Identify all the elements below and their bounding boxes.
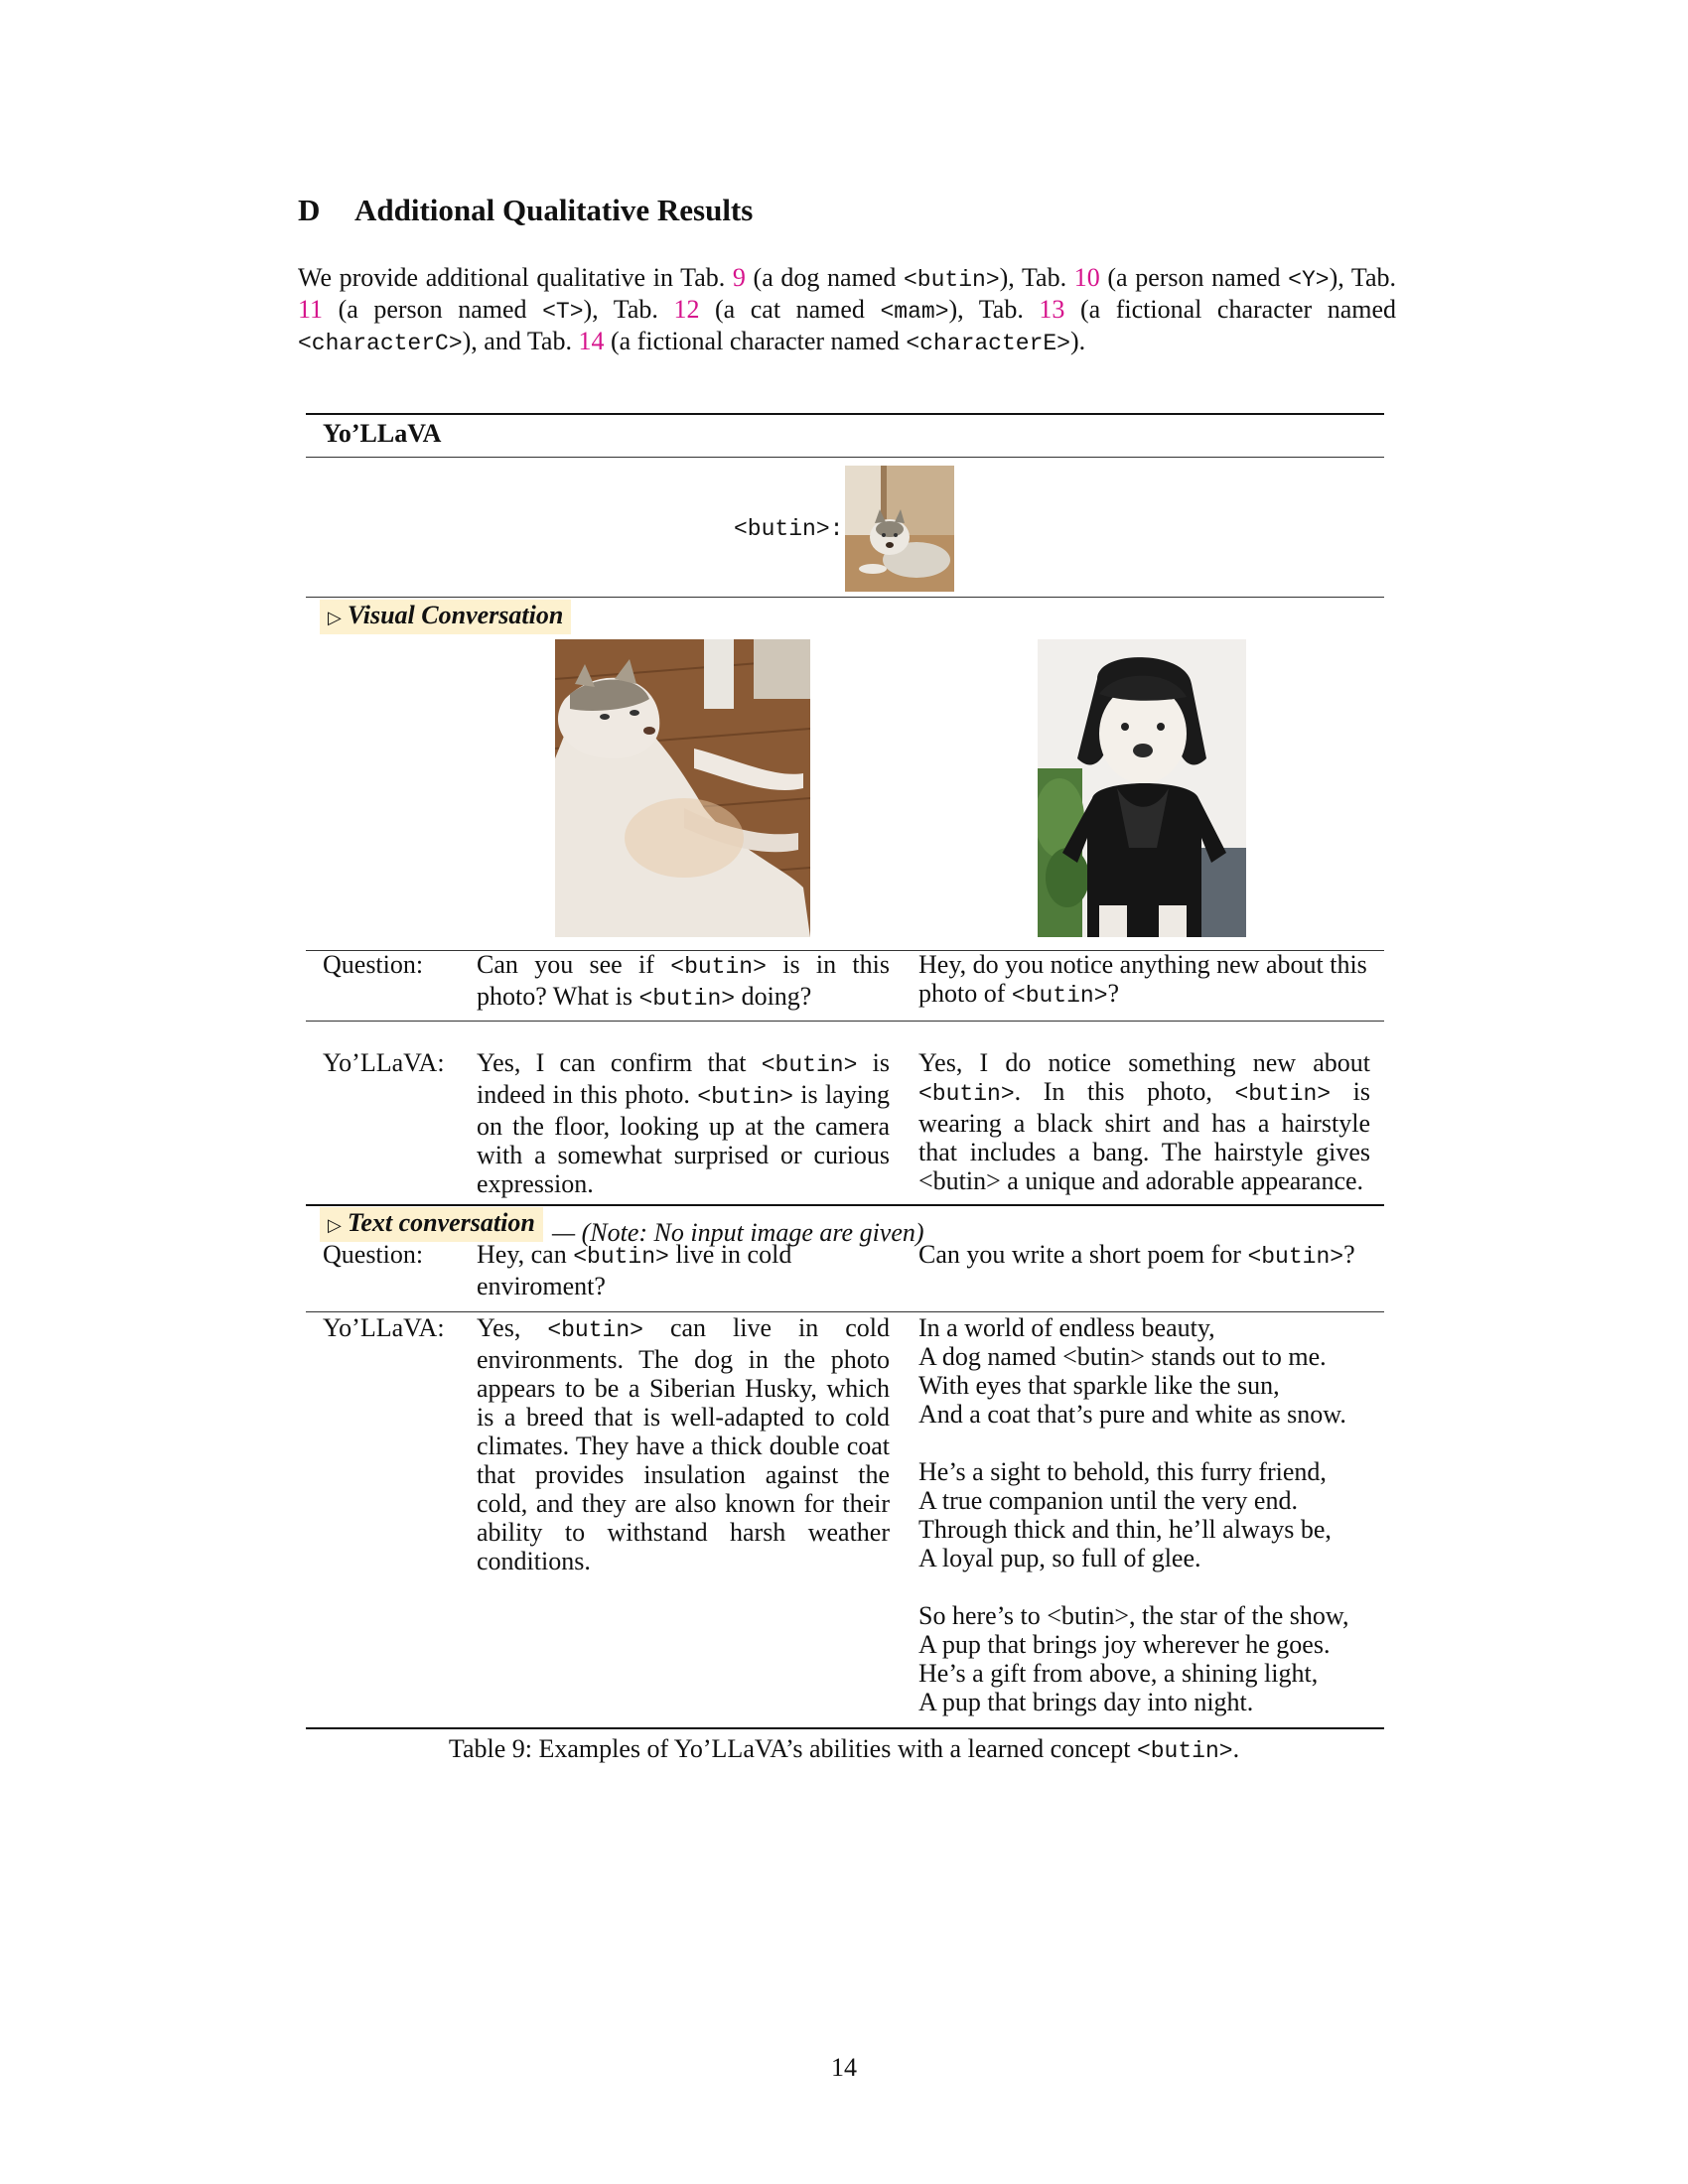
visual-answer-1: Yes, I can confirm that <butin> is indeed in this photo. <butin> is laying on the floor, looking up at the camera with a somewhat surprised or curious expression.: [477, 1048, 890, 1198]
table-ref-link[interactable]: 12: [673, 295, 700, 324]
table-rule: [306, 457, 1384, 458]
section-title: Additional Qualitative Results: [354, 193, 754, 227]
table-ref-link[interactable]: 11: [298, 295, 324, 324]
intro-paragraph: We provide additional qualitative in Tab. 9 (a dog named <butin>), Tab. 10 (a person named <Y>), Tab. 11 (a person named <T>), Tab. 12 (a cat named <mam>), Tab. 13 (a fictional character named <characterC>), and Tab. 14 (a fictional character named <characterE>).: [298, 263, 1397, 356]
photo-husky-wearing-wig-and-shirt: [1038, 639, 1246, 937]
visual-question-1: Can you see if <butin> is in this photo? What is <butin> doing?: [477, 950, 890, 1012]
visual-conversation-header: ▷ Visual Conversation: [320, 600, 571, 634]
visual-answer-2: Yes, I do notice something new about <butin>. In this photo, <butin> is wearing a black shirt and has a hairstyle that includes a bang. The hairstyle gives <butin> a unique and adorable appearance.: [918, 1048, 1370, 1195]
table-mid-rule: [306, 1204, 1384, 1206]
table-ref-link[interactable]: 9: [732, 263, 746, 292]
table-ref-link[interactable]: 14: [578, 327, 605, 355]
text-answer-label: Yo’LLaVA:: [323, 1313, 445, 1342]
text-conversation-header: ▷ Text conversation: [320, 1207, 543, 1242]
table-caption: Table 9: Examples of Yo’LLaVA’s abilities with a learned concept <butin>.: [448, 1734, 1240, 1764]
triangle-right-icon: ▷: [328, 1215, 342, 1235]
table-top-rule: [306, 413, 1384, 415]
table-title: Yo’LLaVA: [323, 419, 442, 448]
table-ref-link[interactable]: 13: [1039, 295, 1065, 324]
visual-answer-label: Yo’LLaVA:: [323, 1048, 445, 1077]
text-question-2: Can you write a short poem for <butin>?: [918, 1240, 1355, 1270]
photo-husky-lying-on-floor: [555, 639, 810, 937]
visual-question-2: Hey, do you notice anything new about this photo of <butin>?: [918, 950, 1367, 1009]
table-bottom-rule: [306, 1727, 1384, 1729]
concept-label: <butin>:: [734, 516, 844, 542]
text-question-1: Hey, can <butin> live in cold enviroment?: [477, 1240, 792, 1300]
text-answer-1: Yes, <butin> can live in cold environments. The dog in the photo appears to be a Siberian Husky, which is a breed that is well-adapted to cold climates. They have a thick double coat that provides insulation against the cold, and they are also known for their ability to withstand harsh weather conditions.: [477, 1313, 890, 1575]
table-rule: [306, 1021, 1384, 1022]
section-heading: [298, 193, 753, 228]
concept-dog-image: [845, 466, 954, 592]
table-ref-link[interactable]: 10: [1073, 263, 1100, 292]
triangle-right-icon: ▷: [328, 608, 342, 627]
visual-question-label: Question:: [323, 950, 424, 979]
text-conversation-note: — (Note: No input image are given): [552, 1218, 924, 1247]
table-rule: [306, 1311, 1384, 1312]
table-rule: [306, 597, 1384, 598]
text-question-label: Question:: [323, 1240, 424, 1269]
text-answer-2-poem: In a world of endless beauty, A dog named <butin> stands out to me. With eyes that sparkle like the sun, And a coat that’s pure and white as snow. He’s a sight to behold, this furry friend, A true companion until the very end. Through thick and thin, he’ll always be, A loyal pup, so full of glee. So here’s to <butin>, the star of the show, A pup that brings joy wherever he goes. He’s a gift from above, a shining light, A pup that brings day into night.: [918, 1313, 1349, 1716]
section-number: D: [298, 193, 321, 227]
page-number: 14: [831, 2053, 857, 2082]
